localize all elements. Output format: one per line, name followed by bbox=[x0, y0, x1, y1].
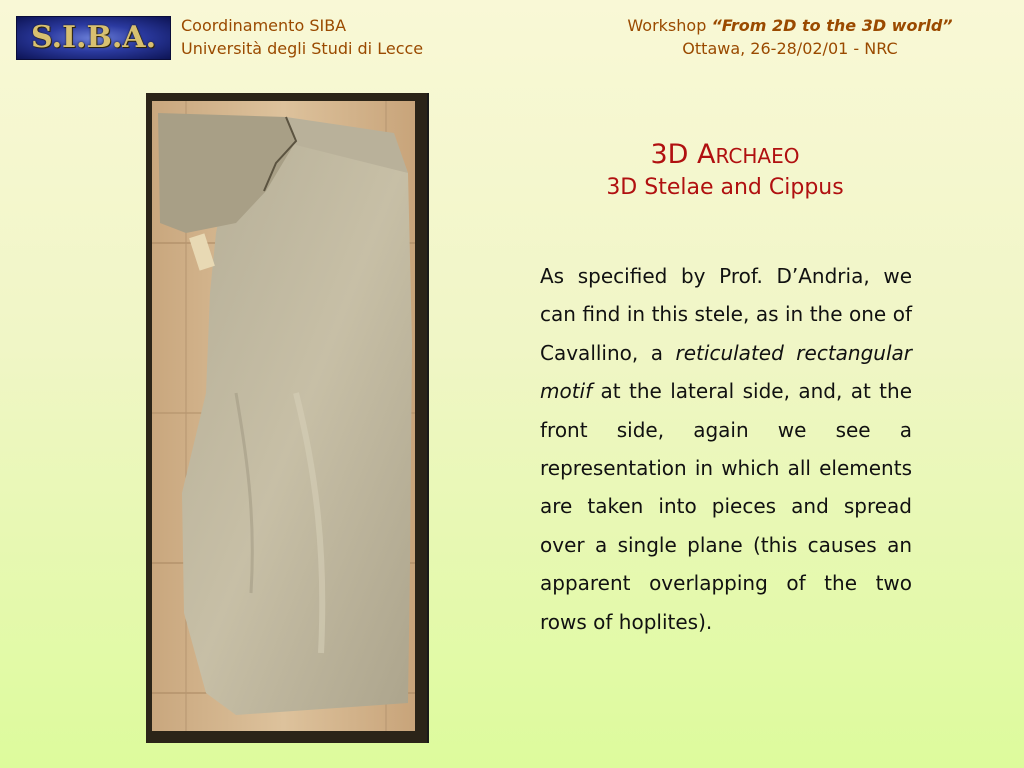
workshop-title: “From 2D to the 3D world” bbox=[711, 16, 953, 35]
workshop-prefix: Workshop bbox=[627, 16, 712, 35]
siba-logo bbox=[16, 16, 171, 60]
logo-text: S.I.B.A. bbox=[30, 20, 157, 55]
workshop-info: Ottawa, 26-28/02/01 - NRC bbox=[682, 39, 898, 58]
stele-photo bbox=[146, 93, 427, 743]
header-coordination: Coordinamento SIBA bbox=[181, 16, 347, 35]
body-part2: at the lateral side, and, at the front side, again we see a representation in which all elements are taken into pieces and spread over a single plane (this causes an apparent overlapping of the two rows of hoplites). bbox=[540, 379, 912, 634]
workshop-line bbox=[580, 14, 1000, 37]
body-part1: As specified by Prof. D’Andria, we can find in this stele, as in the one of Cavallino, a bbox=[540, 264, 912, 365]
title-main-smallcaps: RCHAEO bbox=[715, 144, 800, 168]
title-main-prefix: 3D A bbox=[650, 139, 716, 170]
header-right bbox=[580, 14, 1000, 60]
title-main bbox=[540, 137, 910, 174]
header-university: Università degli Studi di Lecce bbox=[181, 39, 424, 58]
title-subtitle: 3D Stelae and Cippus bbox=[606, 175, 844, 200]
body-italic: reticulated rectangular motif bbox=[540, 340, 912, 404]
slide-title bbox=[540, 137, 910, 202]
header-left bbox=[181, 14, 423, 60]
body-paragraph bbox=[540, 257, 912, 641]
